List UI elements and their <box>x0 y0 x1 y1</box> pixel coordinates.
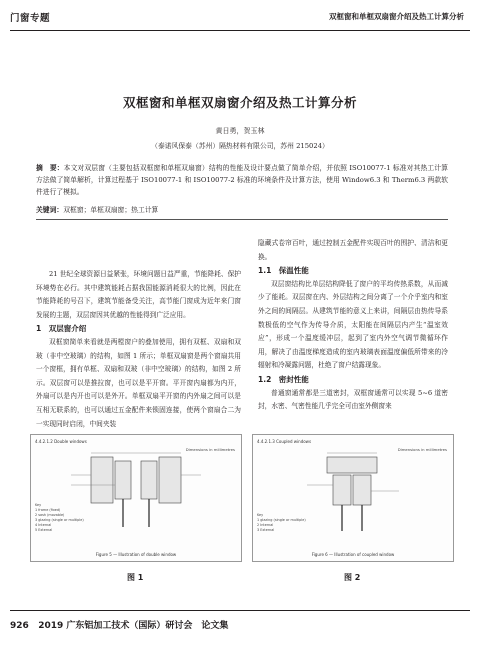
figure-2-inner-title: 4.4.2.1.3 Coupled windows <box>257 439 312 444</box>
figure-2-drawing <box>253 435 453 561</box>
fig2-key-line: 3 External <box>257 528 275 532</box>
fig2-sash-inner <box>353 475 371 505</box>
section-1-1-paragraph: 双层窗结构比单层结构降低了窗户的平均传热系数，从而减少了能耗。双层窗在内、外层结构之间分离了一个介乎室内和室外之间的间隔层。从建筑节能的意义上来讲，间隔层由热传导系数极低的空气作为传导介质，太阳能在间隔层内产生“温室效应”，形成一个温度缓冲层，起到了室内外空气调节微循环作用，解决了由温度梯度造成的室内玻璃表面温度偏低所带来的冷辐射和冷凝露问题，杜绝了窗户结露现象。 <box>258 279 448 370</box>
figure-1-inner-title: 4.4.2.1.2 Double windows <box>35 439 87 444</box>
page-header <box>10 10 470 28</box>
fig2-key-line: 2 Internal <box>257 523 274 527</box>
section-1-paragraph: 双框窗简单来看就是两樘窗户的叠加使用，拥有双框、双扇和双玻（非中空玻璃）的结构，如图 1 所示；单框双扇窗是两个窗扇共用一个窗框，拥有单框、双扇和双玻（非中空玻璃）的结构，如图 2 所示。双层窗可以是推拉窗，也可以是平开窗。平开窗内扇都为内开，外扇可以是内开也可以是外开。单框双扇平开窗的内外扇之间可以是互相无联系的，也可以通过五金配件来锁固连接，使两个窗扇合二为一实现同时启闭，中间夹装 <box>36 337 241 428</box>
figure-2-dimension-label: Dimensions in millimetres <box>397 447 447 452</box>
footer-text <box>10 618 228 631</box>
keywords <box>36 204 448 214</box>
section-label: 门窗专题 <box>10 13 51 24</box>
fig1-outer-sash <box>115 461 131 499</box>
figure-1 <box>30 434 242 562</box>
keywords-label: 关键词： <box>36 206 64 214</box>
section-1-1-heading: 1.1 保温性能 <box>258 266 309 276</box>
keywords-text: 双框窗；单框双扇窗；热工计算 <box>63 206 159 214</box>
fig1-key-line: Key <box>35 503 42 507</box>
fig1-key-line: 3 glazing (single or multiple) <box>35 518 84 522</box>
footer-rule <box>10 610 470 611</box>
header-rule <box>10 30 470 31</box>
paper-affiliation: （泰诺风保泰（苏州）隔热材料有限公司，苏州 215024） <box>151 142 329 150</box>
fig2-key-line: 1 glazing (single or multiple) <box>257 518 306 522</box>
fig1-key-line: 1 frame (fixed) <box>35 508 61 512</box>
fig1-key-line: 4 Internal <box>35 523 52 527</box>
figure-1-drawing <box>31 435 241 561</box>
figure-1-inner-caption: Figure 5 — Illustration of double window <box>95 552 177 557</box>
fig2-shared-frame <box>327 457 377 473</box>
left-column <box>36 268 241 431</box>
abstract-text: 本文对双层窗（主要包括双框窗和单框双扇窗）结构的性能及设计要点做了简单介绍，并依照 ISO10077-1 标准对其热工计算方法做了简单解析，计算过程基于 ISO10077-1 和 ISO10077-2 标准的环境条件及计算方法，使用 Window6.3 和 Therm6.3 两款软件进行了模拟。 <box>36 164 448 196</box>
section-1-heading: 1 双层窗介绍 <box>36 324 87 334</box>
fig1-key-line: 2 sash (movable) <box>35 513 65 517</box>
page-number: 926 <box>10 621 29 631</box>
section-1-2-heading: 1.2 密封性能 <box>258 374 309 384</box>
continued-paragraph: 隐藏式卷帘百叶，通过控制五金配件实现百叶的围护、清洁和更换。 <box>258 239 448 261</box>
figure-2 <box>252 434 454 562</box>
right-column <box>258 237 448 414</box>
figure-1-key <box>35 503 84 533</box>
figure-1-label: 图 1 <box>127 573 144 582</box>
paper-authors: 黄日勇，贺玉林 <box>215 127 265 135</box>
abstract <box>36 162 448 198</box>
section-1-2-paragraph: 普通窗通常都是三道密封，双框窗通常可以实现 5~6 道密封，水密、气密性能几乎完全可由室外侧窗来 <box>258 388 448 411</box>
fig1-inner-sash <box>141 461 157 499</box>
fig1-inner-frame <box>159 457 181 503</box>
running-title: 双框窗和单框双扇窗介绍及热工计算分析 <box>329 12 464 21</box>
fig2-key-line: Key <box>257 513 264 517</box>
figure-2-key <box>257 513 306 533</box>
fig2-sash-outer <box>333 475 351 505</box>
paper-title: 双框窗和单框双扇窗介绍及热工计算分析 <box>122 95 357 110</box>
figure-1-dimension-label: Dimensions in millimetres <box>185 447 235 452</box>
abstract-divider <box>36 219 448 220</box>
figure-2-label: 图 2 <box>344 573 361 582</box>
proceedings-title: 2019 广东铝加工技术（国际）研讨会 论文集 <box>38 621 229 631</box>
fig1-outer-frame <box>91 457 113 503</box>
abstract-label: 摘 要： <box>36 164 64 172</box>
figure-2-inner-caption: Figure 6 — Illustration of coupled window <box>311 552 395 557</box>
fig1-key-line: 5 External <box>35 528 53 532</box>
intro-paragraph: 21 世纪全球资源日益紧张，环境问题日益严重，节能降耗、保护环境势在必行。其中建筑能耗占据我国能源消耗很大的比例，因此在节能降耗的号召下，建筑节能备受关注，高节能门窗成为近年来门窗发展的主题，双层窗因其优越的性能得到广泛应用。 <box>36 270 241 319</box>
